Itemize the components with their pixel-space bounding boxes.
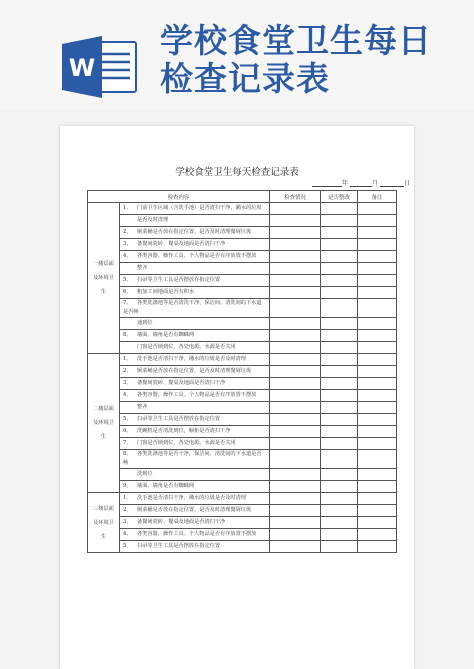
check-item-number: 3、 xyxy=(123,241,132,247)
table-row xyxy=(88,505,397,517)
check-item-number: 7、 xyxy=(123,440,132,446)
rectified-cell[interactable] xyxy=(321,541,358,553)
check-item xyxy=(120,517,270,529)
table-row xyxy=(88,342,397,354)
rectified-cell[interactable] xyxy=(321,263,358,275)
remarks-cell[interactable] xyxy=(358,354,397,366)
remarks-cell[interactable] xyxy=(358,342,397,354)
header-check-content: 检查内容 xyxy=(88,191,270,203)
day-label: 日 xyxy=(404,180,411,187)
status-cell[interactable] xyxy=(270,203,321,215)
status-cell[interactable] xyxy=(270,215,321,227)
check-item-number: 4、 xyxy=(123,392,132,398)
header-check-status: 检查情况 xyxy=(270,191,321,203)
rectified-cell[interactable] xyxy=(321,469,358,481)
rectified-cell[interactable] xyxy=(321,505,358,517)
table-row xyxy=(88,438,397,450)
check-item-number: 6、 xyxy=(123,289,132,295)
rectified-cell[interactable] xyxy=(321,414,358,426)
status-cell[interactable] xyxy=(270,378,321,390)
check-item-text: 粗加工间地面是否有积水 xyxy=(137,289,195,295)
remarks-cell[interactable] xyxy=(358,505,397,517)
header-remarks: 备注 xyxy=(358,191,397,203)
check-item-text-cont: 通到位 xyxy=(137,320,153,326)
check-item xyxy=(120,378,270,390)
check-item xyxy=(120,390,270,402)
check-item-number: 3、 xyxy=(123,519,132,525)
check-item-text: 各类容器、操作工具、个人物品是否有序放置不摆放 xyxy=(137,392,257,398)
remarks-cell[interactable] xyxy=(358,330,397,342)
check-item xyxy=(120,354,270,366)
check-item-number: 1、 xyxy=(123,356,132,362)
check-item-text: 备餐间瓷砖、餐桌及地面是否清扫干净 xyxy=(137,519,226,525)
check-item xyxy=(120,414,270,426)
check-item xyxy=(120,239,270,251)
status-cell[interactable] xyxy=(270,227,321,239)
remarks-cell[interactable] xyxy=(358,414,397,426)
table-row xyxy=(88,366,397,378)
remarks-cell[interactable] xyxy=(358,402,397,414)
remarks-cell[interactable] xyxy=(358,275,397,287)
inspection-table xyxy=(87,190,397,553)
check-item xyxy=(120,529,270,541)
table-row xyxy=(88,263,397,275)
table-row xyxy=(88,354,397,366)
rectified-cell[interactable] xyxy=(321,493,358,505)
rectified-cell[interactable] xyxy=(321,203,358,215)
status-cell[interactable] xyxy=(270,299,321,318)
remarks-cell[interactable] xyxy=(358,251,397,263)
table-row xyxy=(88,414,397,426)
check-item xyxy=(120,505,270,517)
banner xyxy=(0,0,474,110)
check-item-number: 1、 xyxy=(123,495,132,501)
check-item xyxy=(120,450,270,469)
table-row xyxy=(88,390,397,402)
check-item-number: 5、 xyxy=(123,277,132,283)
check-item xyxy=(120,493,270,505)
status-cell[interactable] xyxy=(270,342,321,354)
check-item-text: 洗手池是否清扫干净，潲水的垃圾是否及时清理 xyxy=(137,495,246,501)
check-item-text: 扫帚等卫生工具是否摆放在指定位置 xyxy=(137,416,221,422)
rectified-cell[interactable] xyxy=(321,342,358,354)
rectified-cell[interactable] xyxy=(321,450,358,469)
table-row xyxy=(88,469,397,481)
check-item xyxy=(120,299,270,318)
check-item-continuation xyxy=(120,215,270,227)
table-row xyxy=(88,541,397,553)
status-cell[interactable] xyxy=(270,438,321,450)
check-item-text: 各类容器、操作工具、个人物品是否有序放置不摆放 xyxy=(137,253,257,259)
check-item-text-cont: 是否及时清理 xyxy=(137,217,169,223)
check-item xyxy=(120,275,270,287)
remarks-cell[interactable] xyxy=(358,450,397,469)
remarks-cell[interactable] xyxy=(358,239,397,251)
rectified-cell[interactable] xyxy=(321,378,358,390)
table-row xyxy=(88,481,397,493)
rectified-cell[interactable] xyxy=(321,227,358,239)
check-item xyxy=(120,342,270,354)
check-item-text: 洗碗机是否清洗到位，橱柜是否清扫干净 xyxy=(137,428,231,434)
header-rectified: 是否整改 xyxy=(321,191,358,203)
area-label: 三楼层面及环境卫生 xyxy=(88,493,120,553)
status-cell[interactable] xyxy=(270,318,321,330)
table-row xyxy=(88,318,397,330)
rectified-cell[interactable] xyxy=(321,330,358,342)
status-cell[interactable] xyxy=(270,450,321,469)
table-row xyxy=(88,215,397,227)
status-cell[interactable] xyxy=(270,275,321,287)
check-item xyxy=(120,541,270,553)
check-item-text: 墙面、墙角是否有蜘蛛网 xyxy=(137,483,195,489)
check-item-text: 备餐间瓷砖、餐桌及地面是否清扫干净 xyxy=(137,241,226,247)
document-title: 学校食堂卫生每天检查记录表 xyxy=(175,167,299,178)
table-row xyxy=(88,227,397,239)
status-cell[interactable] xyxy=(270,481,321,493)
rectified-cell[interactable] xyxy=(321,299,358,318)
check-item-text: 洗手池是否清扫干净，潲水的垃圾是否及时清理 xyxy=(137,356,246,362)
status-cell[interactable] xyxy=(270,426,321,438)
remarks-cell[interactable] xyxy=(358,529,397,541)
remarks-cell[interactable] xyxy=(358,318,397,330)
check-item-text: 厕菜桶是否放在指定位置，是否及时清理餐厨垃圾 xyxy=(137,229,252,235)
check-item-text-cont: 洗到位 xyxy=(137,471,153,477)
rectified-cell[interactable] xyxy=(321,438,358,450)
remarks-cell[interactable] xyxy=(358,299,397,318)
check-item-continuation xyxy=(120,318,270,330)
table-row xyxy=(88,529,397,541)
table-row xyxy=(88,402,397,414)
area-label: 一楼层面及环境卫生 xyxy=(88,203,120,354)
check-item xyxy=(120,366,270,378)
remarks-cell[interactable] xyxy=(358,366,397,378)
check-item-number: 6、 xyxy=(123,428,132,434)
month-label: 月 xyxy=(372,180,379,187)
status-cell[interactable] xyxy=(270,390,321,402)
remarks-cell[interactable] xyxy=(358,203,397,215)
check-item-number: 8、 xyxy=(123,451,132,457)
status-cell[interactable] xyxy=(270,354,321,366)
check-item xyxy=(120,481,270,493)
check-item-number: 4、 xyxy=(123,253,132,259)
status-cell[interactable] xyxy=(270,517,321,529)
banner-title-line1: 学校食堂卫生每日 xyxy=(160,21,432,60)
check-item xyxy=(120,227,270,239)
check-item xyxy=(120,203,270,215)
area-label: 二楼层面及环境卫生 xyxy=(88,354,120,493)
table-row xyxy=(88,251,397,263)
check-item xyxy=(120,287,270,299)
check-item-text: 扫帚等卫生工具是否摆放在指定位置 xyxy=(137,543,221,549)
table-row xyxy=(88,426,397,438)
remarks-cell[interactable] xyxy=(358,426,397,438)
month-blank-line xyxy=(350,186,372,187)
table-row xyxy=(88,287,397,299)
status-cell[interactable] xyxy=(270,529,321,541)
check-item-text: 备餐间瓷砖、餐桌及地面是否清扫干净 xyxy=(137,380,226,386)
check-item-number: 2、 xyxy=(123,368,132,374)
status-cell[interactable] xyxy=(270,239,321,251)
check-item-text: 墙面、墙角是否有蜘蛛网 xyxy=(137,332,195,338)
check-item xyxy=(120,330,270,342)
rectified-cell[interactable] xyxy=(321,354,358,366)
word-logo-letter: W xyxy=(68,54,96,82)
status-cell[interactable] xyxy=(270,505,321,517)
check-item-number: 5、 xyxy=(123,543,132,549)
remarks-cell[interactable] xyxy=(358,215,397,227)
rectified-cell[interactable] xyxy=(321,366,358,378)
rectified-cell[interactable] xyxy=(321,426,358,438)
rectified-cell[interactable] xyxy=(321,251,358,263)
check-item-number: 9、 xyxy=(123,483,132,489)
check-item-number: 2、 xyxy=(123,229,132,235)
remarks-cell[interactable] xyxy=(358,438,397,450)
check-item-text: 厕菜桶是否放在指定位置，是否及时清理餐厨垃圾 xyxy=(137,507,252,513)
check-item-number: 2、 xyxy=(123,507,132,513)
table-row xyxy=(88,517,397,529)
check-item-number: 4、 xyxy=(123,531,132,537)
check-item xyxy=(120,426,270,438)
check-item-number: 1、 xyxy=(123,205,132,211)
remarks-cell[interactable] xyxy=(358,287,397,299)
status-cell[interactable] xyxy=(270,469,321,481)
remarks-cell[interactable] xyxy=(358,541,397,553)
rectified-cell[interactable] xyxy=(321,481,358,493)
remarks-cell[interactable] xyxy=(358,378,397,390)
table-row xyxy=(88,378,397,390)
table-row xyxy=(88,299,397,318)
check-item-text: 各类洗涤池等是否干净，保洁间、清洗间的下水道是否畅 xyxy=(123,451,262,466)
status-cell[interactable] xyxy=(270,251,321,263)
remarks-cell[interactable] xyxy=(358,227,397,239)
table-row xyxy=(88,450,397,469)
rectified-cell[interactable] xyxy=(321,318,358,330)
check-item-text: 各类容器、操作工具、个人物品是否有序放置不摆放 xyxy=(137,531,257,537)
check-item-continuation xyxy=(120,263,270,275)
document-page xyxy=(60,126,414,669)
check-item-number: 5、 xyxy=(123,416,132,422)
table-header-row xyxy=(88,191,397,203)
check-item-continuation xyxy=(120,402,270,414)
remarks-cell[interactable] xyxy=(358,493,397,505)
table-row xyxy=(88,330,397,342)
status-cell[interactable] xyxy=(270,330,321,342)
check-item-number: 7、 xyxy=(123,300,132,306)
year-blank-line xyxy=(312,186,342,187)
check-item-text: 各类洗涤池等是否清洗干净，保洁间、清洗间的下水道是否畅 xyxy=(123,300,262,315)
banner-title xyxy=(160,22,460,98)
table-row xyxy=(88,493,397,505)
table-row xyxy=(88,203,397,215)
status-cell[interactable] xyxy=(270,287,321,299)
status-cell[interactable] xyxy=(270,493,321,505)
check-item-number: 3、 xyxy=(123,380,132,386)
status-cell[interactable] xyxy=(270,414,321,426)
check-item-text: 门前卫生区域（含洗手池）是否清扫干净，潲水的垃圾 xyxy=(137,205,262,211)
rectified-cell[interactable] xyxy=(321,215,358,227)
remarks-cell[interactable] xyxy=(358,517,397,529)
status-cell[interactable] xyxy=(270,541,321,553)
check-item-text: 厕菜桶是否放在指定位置，是否及时清理餐厨垃圾 xyxy=(137,368,252,374)
remarks-cell[interactable] xyxy=(358,469,397,481)
check-item-continuation xyxy=(120,469,270,481)
rectified-cell[interactable] xyxy=(321,275,358,287)
rectified-cell[interactable] xyxy=(321,529,358,541)
status-cell[interactable] xyxy=(270,263,321,275)
check-item-text-cont: 整齐 xyxy=(137,265,148,271)
rectified-cell[interactable] xyxy=(321,239,358,251)
banner-title-line2: 检查记录表 xyxy=(160,59,330,98)
remarks-cell[interactable] xyxy=(358,481,397,493)
check-item xyxy=(120,251,270,263)
remarks-cell[interactable] xyxy=(358,263,397,275)
check-item-text-cont: 整齐 xyxy=(137,404,148,410)
rectified-cell[interactable] xyxy=(321,390,358,402)
word-logo-icon xyxy=(62,36,140,98)
status-cell[interactable] xyxy=(270,402,321,414)
year-label: 年 xyxy=(342,180,349,187)
table-row xyxy=(88,239,397,251)
check-item-text: 扫帚等卫生工具是否摆放在指定位置 xyxy=(137,277,221,283)
rectified-cell[interactable] xyxy=(321,517,358,529)
day-blank-line xyxy=(380,186,404,187)
status-cell[interactable] xyxy=(270,366,321,378)
rectified-cell[interactable] xyxy=(321,287,358,299)
check-item xyxy=(120,438,270,450)
remarks-cell[interactable] xyxy=(358,390,397,402)
check-item-text: 门窗是否锁到位，各处电源、水源是否关闭 xyxy=(137,440,236,446)
check-item-number: 8、 xyxy=(123,332,132,338)
rectified-cell[interactable] xyxy=(321,402,358,414)
table-row xyxy=(88,275,397,287)
date-row xyxy=(312,178,412,188)
check-item-text: 门窗是否锁到位，各处电源、水源是否关闭 xyxy=(137,344,236,350)
